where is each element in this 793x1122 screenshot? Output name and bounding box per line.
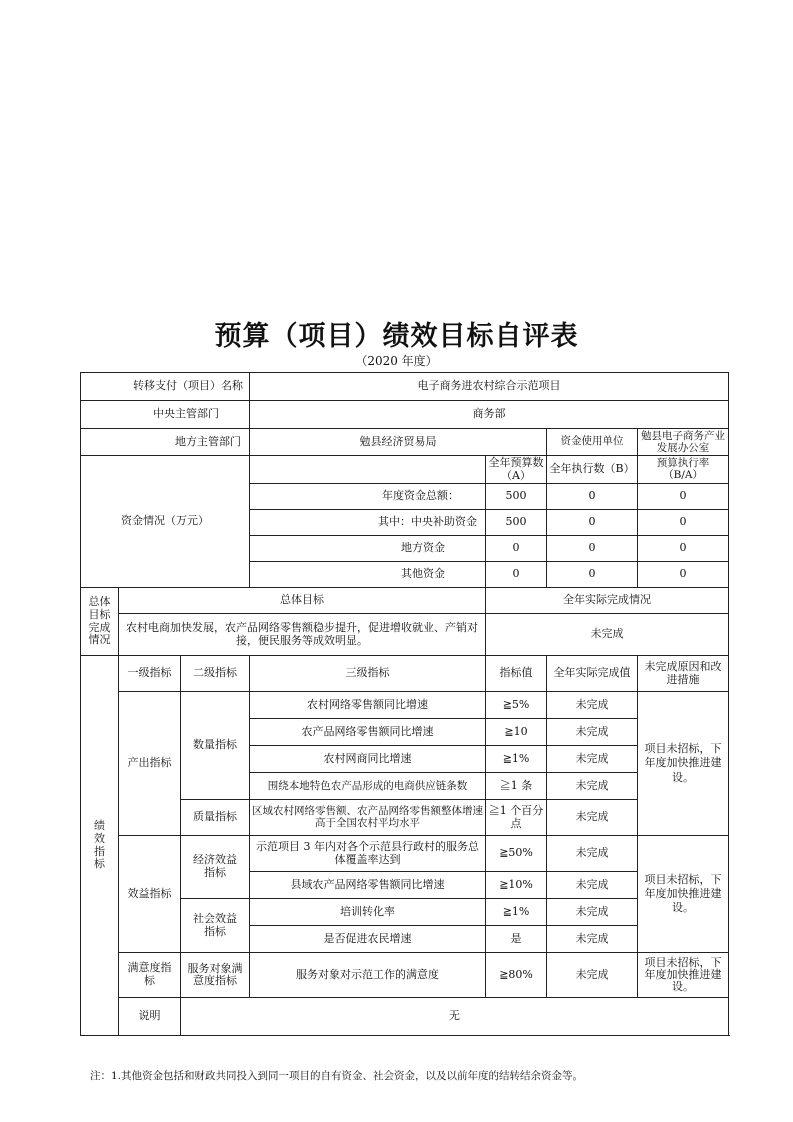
perf-header-target: 指标值 <box>486 656 547 692</box>
funds-row-budget: 0 <box>486 562 547 588</box>
perf-header-level3: 三级指标 <box>250 656 486 692</box>
indicator-actual: 未完成 <box>547 836 638 872</box>
perf-header-level1: 一级指标 <box>119 656 181 692</box>
local-dept-value: 勉县经济贸易局 <box>250 429 547 456</box>
overall-goal-text: 农村电商加快发展，农产品网络零售额稳步提升，促进增收就业、产销对接，便民服务等成效明显。 <box>119 614 486 656</box>
indicator-name: 农村网络零售额同比增速 <box>250 692 486 719</box>
perf-header-row <box>81 656 729 692</box>
indicator-actual: 未完成 <box>547 926 638 953</box>
funds-row-label: 年度资金总额： <box>250 484 486 510</box>
central-dept-row <box>81 401 729 429</box>
perf-header-actual: 全年实际完成值 <box>547 656 638 692</box>
indicator-target: ≧5% <box>486 692 547 719</box>
local-dept-label: 地方主管部门 <box>81 429 250 456</box>
overall-goal-header: 总体目标 <box>119 588 486 614</box>
indicator-actual: 未完成 <box>547 692 638 719</box>
indicator-actual: 未完成 <box>547 773 638 800</box>
funds-row-label: 其他资金 <box>250 562 486 588</box>
funds-header-row <box>81 456 729 484</box>
indicator-actual: 未完成 <box>547 800 638 836</box>
satisfaction-level1: 满意度指标 <box>119 953 181 998</box>
funds-row-rate: 0 <box>638 510 729 536</box>
funds-row-executed: 0 <box>547 484 638 510</box>
funds-row-rate: 0 <box>638 484 729 510</box>
project-name-row <box>81 373 729 401</box>
indicator-actual: 未完成 <box>547 746 638 773</box>
funds-row-budget: 500 <box>486 510 547 536</box>
funds-row-label: 其中：中央补助资金 <box>250 510 486 536</box>
indicator-name: 培训转化率 <box>250 899 486 926</box>
overall-label <box>81 588 119 656</box>
indicator-name: 县域农产品网络零售额同比增速 <box>250 872 486 899</box>
funds-header-budget: 全年预算数（A） <box>486 456 547 484</box>
funds-row-executed: 0 <box>547 536 638 562</box>
indicator-actual: 未完成 <box>547 719 638 746</box>
benefit-level1: 效益指标 <box>119 836 181 953</box>
indicator-target: ≧80% <box>486 953 547 998</box>
output-quantity: 数量指标 <box>181 692 250 800</box>
project-name-label: 转移支付（项目）名称 <box>81 373 250 401</box>
indicator-target: ≧1% <box>486 746 547 773</box>
indicator-name: 是否促进农民增速 <box>250 926 486 953</box>
table-row <box>81 953 729 998</box>
perf-header-reason: 未完成原因和改进措施 <box>638 656 729 692</box>
evaluation-table <box>80 372 729 1036</box>
satisfaction-reason: 项目未招标，下年度加快推进建设。 <box>638 953 729 998</box>
benefit-reason: 项目未招标，下年度加快推进建设。 <box>638 836 729 953</box>
indicator-name: 示范项目 3 年内对各个示范县行政村的服务总体覆盖率达到 <box>250 836 486 872</box>
funds-row-budget: 0 <box>486 536 547 562</box>
funds-header-rate: 预算执行率（B/A） <box>638 456 729 484</box>
output-reason: 项目未招标，下年度加快推进建设。 <box>638 692 729 836</box>
indicator-actual: 未完成 <box>547 953 638 998</box>
remark-row <box>81 998 729 1036</box>
perf-header-level2: 二级指标 <box>181 656 250 692</box>
fund-user-label: 资金使用单位 <box>547 429 638 456</box>
funds-row-executed: 0 <box>547 562 638 588</box>
indicator-actual: 未完成 <box>547 899 638 926</box>
table-row <box>81 692 729 719</box>
indicator-name: 农产品网络零售额同比增速 <box>250 719 486 746</box>
benefit-economic: 经济效益指标 <box>181 836 250 899</box>
funds-header-blank <box>250 456 486 484</box>
fund-user-value: 勉县电子商务产业发展办公室 <box>638 429 729 456</box>
footnote: 注：1.其他资金包括和财政共同投入到同一项目的自有资金、社会资金，以及以前年度的结转结余资金等。 <box>90 1070 584 1082</box>
remark-value: 无 <box>181 998 729 1036</box>
indicator-actual: 未完成 <box>547 872 638 899</box>
indicator-target: 是 <box>486 926 547 953</box>
central-dept-label: 中央主管部门 <box>81 401 250 429</box>
satisfaction-level2: 服务对象满意度指标 <box>181 953 250 998</box>
funds-row-rate: 0 <box>638 536 729 562</box>
indicator-target: ≧10% <box>486 872 547 899</box>
output-level1: 产出指标 <box>119 692 181 836</box>
funds-row-budget: 500 <box>486 484 547 510</box>
local-dept-row <box>81 429 729 456</box>
funds-label: 资金情况（万元） <box>81 456 250 588</box>
indicator-name: 围绕本地特色农产品形成的电商供应链条数 <box>250 773 486 800</box>
overall-content-row <box>81 614 729 656</box>
perf-label <box>81 656 119 1036</box>
year-label: （2020 年度） <box>355 354 438 368</box>
project-name-value: 电子商务进农村综合示范项目 <box>250 373 729 401</box>
overall-header-row <box>81 588 729 614</box>
output-quality: 质量指标 <box>181 800 250 836</box>
indicator-target: ≧10 <box>486 719 547 746</box>
indicator-name: 服务对象对示范工作的满意度 <box>250 953 486 998</box>
indicator-target: ≧1 条 <box>486 773 547 800</box>
remark-label: 说明 <box>119 998 181 1036</box>
indicator-name: 农村网商同比增速 <box>250 746 486 773</box>
overall-label-text: 总体目标完成情况 <box>88 595 111 647</box>
perf-label-text: 绩效指标 <box>94 819 105 871</box>
central-dept-value: 商务部 <box>250 401 729 429</box>
indicator-target: ≧1 个百分点 <box>486 800 547 836</box>
page-title: 预算（项目）绩效目标自评表 <box>214 321 579 352</box>
indicator-target: ≧1% <box>486 899 547 926</box>
funds-row-label: 地方资金 <box>250 536 486 562</box>
funds-header-executed: 全年执行数（B） <box>547 456 638 484</box>
indicator-target: ≧50% <box>486 836 547 872</box>
funds-row-rate: 0 <box>638 562 729 588</box>
indicator-name: 区域农村网络零售额、农产品网络零售额整体增速高于全国农村平均水平 <box>250 800 486 836</box>
overall-status-text: 未完成 <box>486 614 729 656</box>
overall-status-header: 全年实际完成情况 <box>486 588 729 614</box>
table-row <box>81 836 729 872</box>
benefit-social: 社会效益指标 <box>181 899 250 953</box>
funds-row-executed: 0 <box>547 510 638 536</box>
